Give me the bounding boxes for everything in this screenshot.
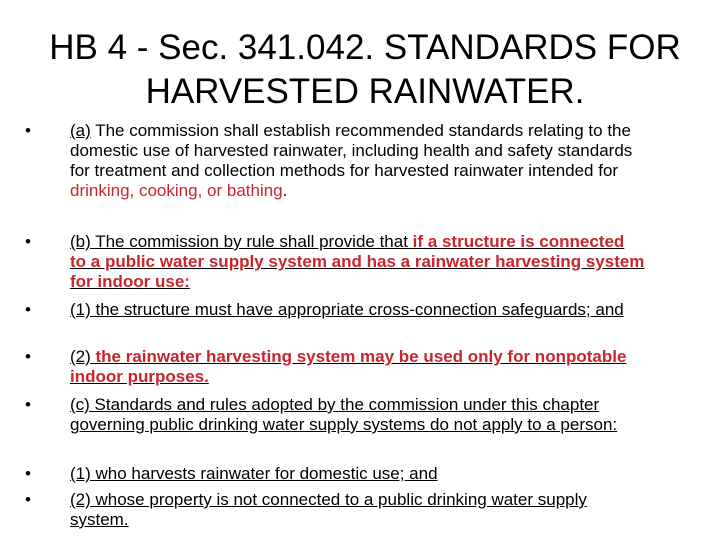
bullet-text-end: . bbox=[282, 181, 288, 200]
bullet-marker: • bbox=[25, 490, 31, 509]
bullet-item-b1 bbox=[25, 300, 645, 320]
bullet-text-body: The commission shall establish recommended standards relating to the domestic use of harvested rainwater, including health and safety standards for treatment and collection methods for harvested rainwater intended for bbox=[70, 121, 633, 180]
bullet-marker: • bbox=[25, 232, 31, 251]
bullet-text-lead: (2) bbox=[70, 347, 96, 366]
slide-title bbox=[40, 26, 690, 114]
title-line-2: HARVESTED RAINWATER. bbox=[145, 72, 585, 111]
bullet-text bbox=[70, 121, 645, 201]
bullet-item-c1 bbox=[25, 464, 645, 484]
bullet-text bbox=[70, 232, 645, 292]
highlighted-restriction: the rainwater harvesting system may be used only for nonpotable indoor purposes. bbox=[70, 347, 627, 386]
bullet-text-lead: (b) The commission by rule shall provide that bbox=[70, 232, 413, 251]
bullet-item-a bbox=[25, 121, 645, 201]
bullet-marker: • bbox=[25, 347, 31, 366]
highlighted-uses: drinking, cooking, or bathing bbox=[70, 181, 283, 200]
bullet-marker: • bbox=[25, 395, 31, 414]
bullet-marker: • bbox=[25, 300, 31, 319]
bullet-marker: • bbox=[25, 121, 31, 140]
bullet-text: (c) Standards and rules adopted by the commission under this chapter governing public drinking water supply systems do not apply to a person: bbox=[70, 395, 618, 434]
title-line-1: HB 4 - Sec. 341.042. STANDARDS FOR bbox=[49, 28, 681, 67]
bullet-text: (1) the structure must have appropriate cross-connection safeguards; and bbox=[70, 300, 624, 319]
bullet-text: (1) who harvests rainwater for domestic use; and bbox=[70, 464, 438, 483]
bullet-item-b bbox=[25, 232, 645, 292]
bullet-item-c2 bbox=[25, 490, 645, 530]
bullet-item-c bbox=[25, 395, 645, 435]
bullet-text: (2) whose property is not connected to a public drinking water supply system. bbox=[70, 490, 587, 529]
bullet-item-b2 bbox=[25, 347, 645, 387]
subsection-label-a: (a) bbox=[70, 121, 91, 140]
bullet-text bbox=[70, 347, 645, 387]
highlighted-condition: if a structure is connected to a public water supply system and has a rainwater harvesting system for indoor use: bbox=[70, 232, 645, 291]
bullet-marker: • bbox=[25, 464, 31, 483]
